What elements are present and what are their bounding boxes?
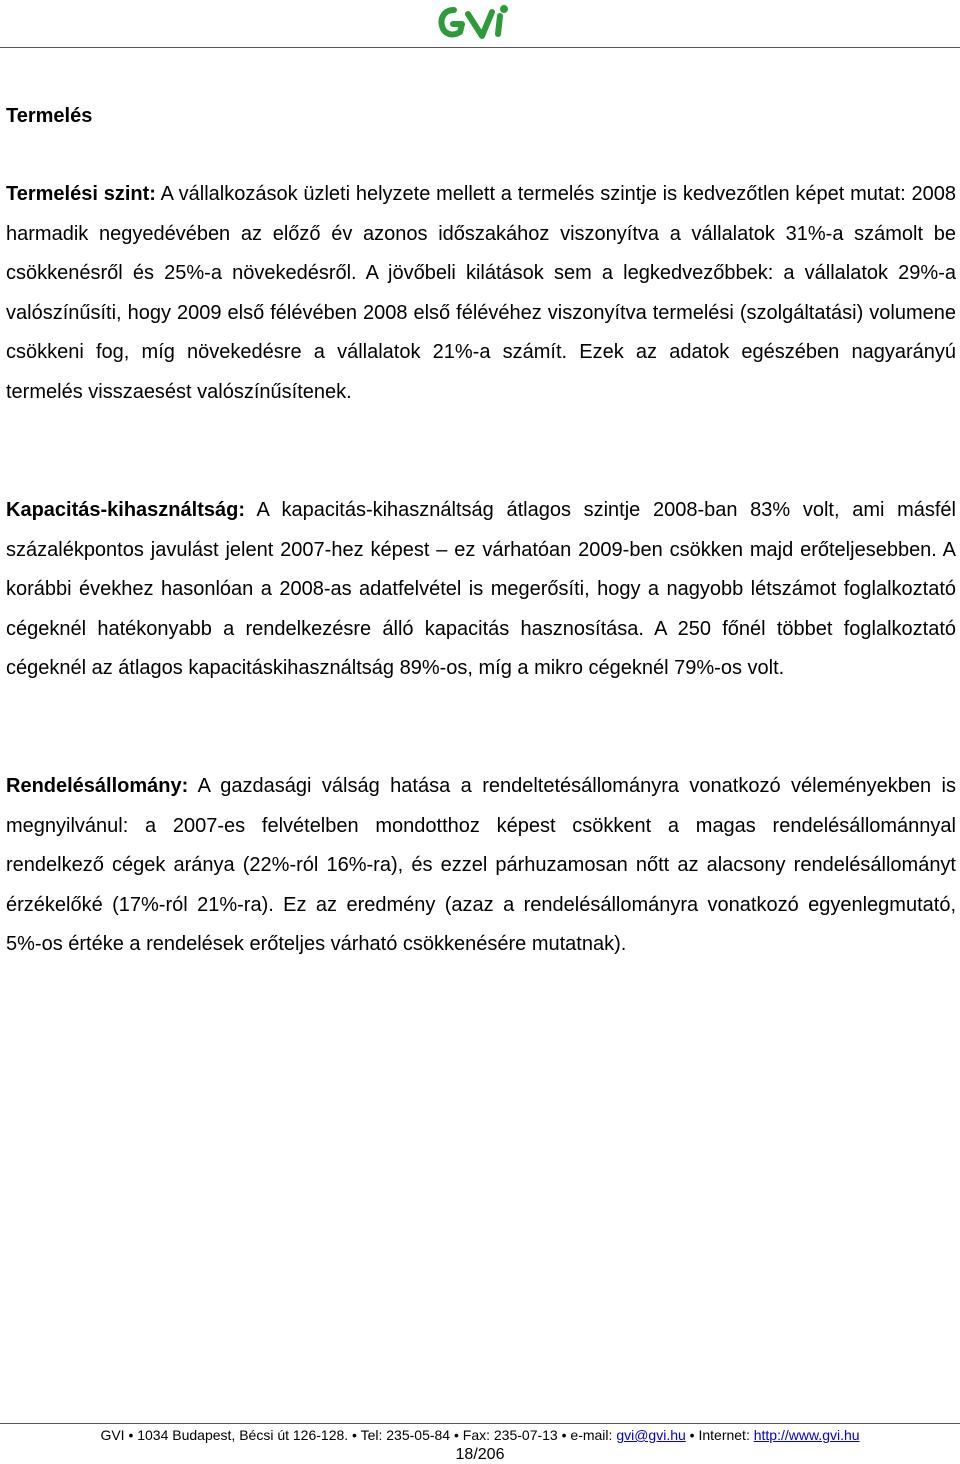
footer-internet-label: • Internet:: [685, 1427, 754, 1443]
footer-website-link[interactable]: http://www.gvi.hu: [753, 1427, 860, 1443]
paragraph-order-book: [6, 767, 956, 965]
page-number: 18/206: [455, 1446, 505, 1463]
footer-contact: [0, 1427, 960, 1444]
gvi-logo: [438, 2, 524, 42]
gvi-logo-icon: [438, 2, 524, 42]
paragraph-heading: Rendelésállomány:: [6, 775, 189, 797]
footer-email-link[interactable]: gvi@gvi.hu: [616, 1427, 686, 1443]
paragraph-text: A kapacitás-kihasználtság átlagos szintje 2008-ban 83% volt, ami másfél százalékpontos javulást jelent 2007-hez képest – ez várhatóan 2009-ben csökken majd erőteljesebben. A korábbi évekhez hasonlóan a 2008-as adatfelvétel is megerősíti, hogy a nagyobb létszámot foglalkoztató cégeknél hatékonyabb a rendelkezésre álló kapacitás hasznosítása. A 250 főnél többet foglalkoztató cégeknél az átlagos kapacitáskihasználtság 89%-os, míg a mikro cégeknél 79%-os volt.: [6, 499, 956, 680]
paragraph-heading: Kapacitás-kihasználtság:: [6, 499, 245, 521]
paragraph-heading: Termelési szint:: [6, 183, 156, 205]
paragraph-capacity-utilization: [6, 491, 956, 689]
section-title: Termelés: [6, 105, 93, 127]
footer-address: GVI • 1034 Budapest, Bécsi út 126-128. • Tel: 235-05-84 • Fax: 235-07-13 • e-mail:: [100, 1427, 617, 1443]
header-divider: [0, 47, 960, 48]
paragraph-production-level: [6, 175, 956, 413]
paragraph-text: A gazdasági válság hatása a rendeltetésállományra vonatkozó véleményekben is megnyilvánul: a 2007-es felvételben mondotthoz képest csökkent a magas rendelésállománnyal rendelkező cégek aránya (22%-ról 16%-ra), és ezzel párhuzamosan nőtt az alacsony rendelésállományt érzékelőké (17%-ról 21%-ra). Ez az eredmény (azaz a rendelésállományra vonatkozó egyenlegmutató, 5%-os értéke a rendelések erőteljes várható csökkenésére mutatnak).: [6, 775, 956, 956]
paragraph-text: A vállalkozások üzleti helyzete mellett a termelés szintje is kedvezőtlen képet mutat: 2008 harmadik negyedévében az előző év azonos időszakához viszonyítva a vállalatok 31%-a számolt be csökkenésről és 25%-a növekedésről. A jövőbeli kilátások sem a legkedvezőbbek: a vállalatok 29%-a valószínűsíti, hogy 2009 első félévében 2008 első félévéhez viszonyítva termelési (szolgáltatási) volumene csökkeni fog, míg növekedésre a vállalatok 21%-a számít. Ezek az adatok egészében nagyarányú termelés visszaesést valószínűsítenek.: [6, 183, 956, 403]
footer-divider: [0, 1423, 960, 1424]
